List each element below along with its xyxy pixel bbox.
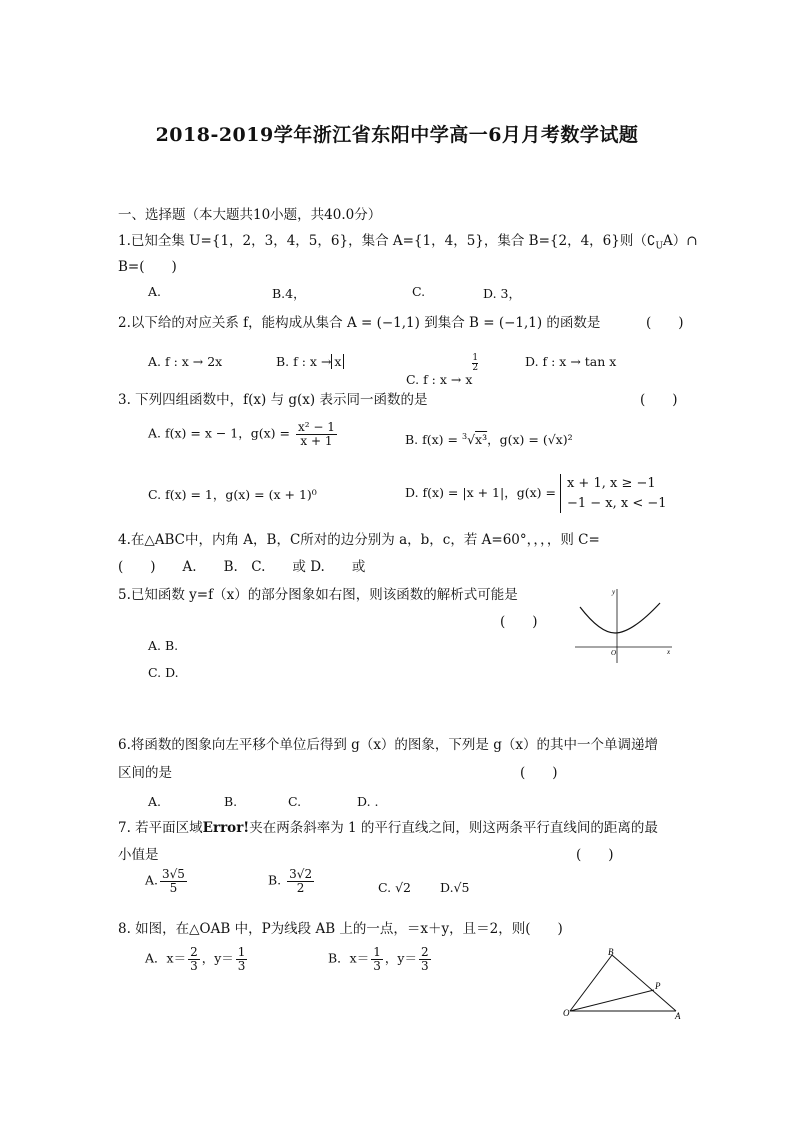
q6-option-c: C. bbox=[288, 794, 302, 809]
y-axis-label: y bbox=[612, 588, 616, 596]
segment-op bbox=[570, 990, 654, 1011]
q3-answer-paren: ( ) bbox=[640, 392, 678, 408]
q7-option-a: A. $\frac{3√5}{5}$ bbox=[145, 867, 185, 895]
function-curve bbox=[580, 603, 660, 633]
q7-option-d: D.√5 bbox=[440, 880, 470, 895]
q3-option-d: D. f(x) = |x + 1|，g(x) = x + 1, x ≥ −1 −1 − x, x < −1 bbox=[405, 474, 667, 513]
section-heading: 一、选择题（本大题共10小题，共40.0分） bbox=[118, 207, 382, 223]
q7-answer-paren: ( ) bbox=[576, 847, 614, 863]
q6-stem: 6.将函数的图象向左平移个单位后得到 g（x）的图象，下列是 g（x）的其中一个单调递增 bbox=[118, 737, 658, 753]
q6-option-a: A. bbox=[148, 794, 162, 809]
q8-option-b: B．x＝ $\frac{1}{3}$ ，y＝ $\frac{2}{3}$ bbox=[328, 945, 429, 973]
q8-option-a: A．x＝ $\frac{2}{3}$ ，y＝ $\frac{1}{3}$ bbox=[145, 945, 246, 973]
q7-stem: 7. 若平面区域Error!夹在两条斜率为 1 的平行直线之间，则这两条平行直线间的距离的最 bbox=[118, 820, 658, 836]
q1-stem-cont: B=( ) bbox=[118, 259, 177, 275]
q1-option-d: D. 3， bbox=[483, 286, 521, 301]
q3-option-c: C. f(x) = 1，g(x) = (x + 1)⁰ bbox=[148, 487, 317, 502]
q1-option-a: A. bbox=[148, 284, 162, 299]
side-ob bbox=[570, 955, 612, 1011]
q5-options-cd: C. D. bbox=[148, 665, 179, 680]
origin-label: O bbox=[611, 649, 617, 657]
q3-option-b: B. f(x) = $^3$√x³，g(x) = (√x)² bbox=[405, 431, 573, 447]
q8-triangle-figure bbox=[560, 945, 690, 1025]
q5-stem: 5.已知函数 y=f（x）的部分图象如右图，则该函数的解析式可能是 bbox=[118, 587, 518, 603]
q7-option-c: C. √2 bbox=[378, 880, 411, 895]
q2-option-d: D. f : x → tan x bbox=[525, 354, 617, 369]
q5-function-graph bbox=[570, 585, 680, 665]
q2-option-b: B. f : x → x bbox=[276, 354, 344, 369]
q5-answer-paren: ( ) bbox=[500, 614, 538, 630]
q2-option-a: A. f : x → 2x bbox=[148, 354, 223, 369]
q5-options-ab: A. B. bbox=[148, 638, 179, 653]
q1-option-b: B.4， bbox=[272, 286, 306, 301]
q6-option-d: D. . bbox=[357, 794, 379, 809]
q4-stem: 4.在△ABC中，内角 A，B，C所对的边分别为 a，b，c，若 A=60°，，，，则 C= bbox=[118, 532, 600, 548]
q2-answer-paren: ( ) bbox=[646, 315, 684, 331]
q1-option-c: C. bbox=[412, 284, 426, 299]
q6-option-b: B. bbox=[224, 794, 238, 809]
vertex-b-label: B bbox=[608, 947, 614, 957]
q3-stem: 3. 下列四组函数中，f(x) 与 g(x) 表示同一函数的是 bbox=[118, 392, 428, 408]
q6-stem-cont: 区间的是 bbox=[118, 765, 172, 781]
q2-stem: 2.以下给的对应关系 f，能构成从集合 A = (−1,1) 到集合 B = (−1,1) 的函数是 bbox=[118, 315, 601, 331]
page-title: 2018-2019学年浙江省东阳中学高一6月月考数学试题 bbox=[155, 124, 639, 146]
x-axis-label: x bbox=[667, 648, 671, 656]
vertex-o-label: O bbox=[563, 1008, 570, 1018]
q6-answer-paren: ( ) bbox=[520, 765, 558, 781]
q2-option-c: C. f : x → x $\frac{1}{2}$ bbox=[406, 353, 479, 387]
q8-stem: 8. 如图，在△OAB 中，P为线段 AB 上的一点，＝x＋y，且＝2，则( ) bbox=[118, 921, 563, 937]
side-ba bbox=[612, 955, 676, 1011]
point-p-label: P bbox=[655, 981, 661, 991]
vertex-a-label: A bbox=[675, 1011, 681, 1021]
q4-options: ( ) A. B. C. 或 D. 或 bbox=[118, 559, 366, 575]
q7-option-b: B. $\frac{3√2}{2}$ bbox=[268, 867, 313, 895]
q1-stem: 1.已知全集 U={1，2，3，4，5，6}，集合 A={1，4，5}，集合 B={2，4，6}则$(∁_UA)\cap$ bbox=[118, 233, 698, 252]
q3-option-a: A. f(x) = x − 1，g(x) = $\frac{\text{x² − 1}}{x + 1}$ bbox=[148, 420, 335, 448]
q7-stem-cont: 小值是 bbox=[118, 847, 159, 863]
